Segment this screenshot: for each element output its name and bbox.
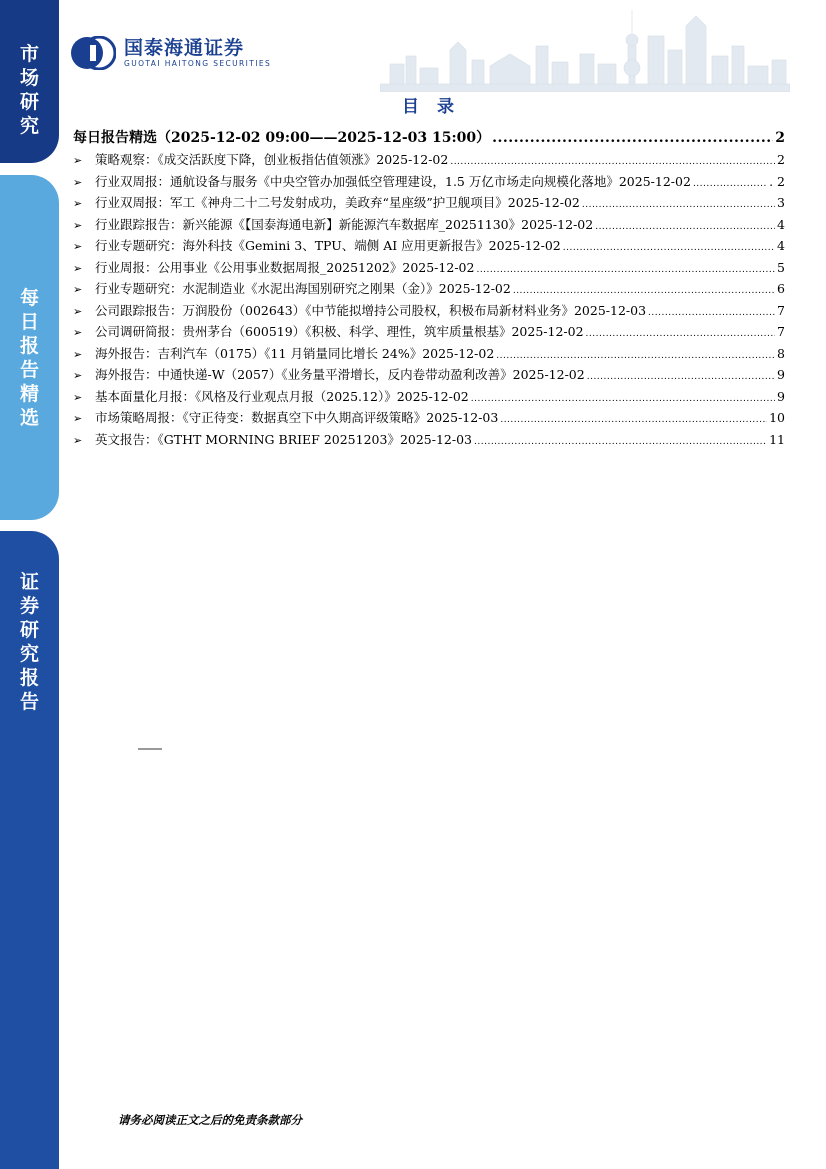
toc-item-title: 基本面量化月报：《风格及行业观点月报（2025.12）》2025-12-02: [95, 388, 469, 404]
toc-item-title: 海外报告：吉利汽车（0175）《11 月销量同比增长 24%》2025-12-02: [95, 345, 495, 361]
side-label-char: 证: [19, 571, 39, 593]
dot-leader: [474, 432, 767, 454]
toc-item-page: 2: [777, 152, 785, 167]
toc-item[interactable]: [73, 149, 785, 171]
toc-item[interactable]: [73, 300, 785, 322]
dot-leader: [595, 217, 775, 239]
toc-item[interactable]: [73, 321, 785, 343]
dot-leader: [586, 324, 776, 346]
toc-item-page: 7: [777, 302, 785, 318]
side-label-market-research: [0, 42, 59, 138]
toc-item-page: 8: [777, 345, 785, 361]
toc-item-page: 9: [777, 367, 785, 382]
side-label-char: 报: [19, 667, 39, 689]
toc-item-title: 行业周报：公用事业《公用事业数据周报_20251202》2025-12-02: [95, 259, 475, 275]
side-label-char: 券: [19, 595, 39, 617]
toc-item[interactable]: [73, 278, 785, 300]
side-label-daily-selection: [0, 286, 59, 430]
bullet-arrow-icon: ➢: [73, 261, 83, 275]
disclaimer-footer: 请务必阅读正文之后的免责条款部分: [118, 1113, 302, 1127]
side-label-char: 告: [19, 691, 39, 713]
toc-heading-page: 2: [775, 130, 785, 146]
toc-item-page: 4: [777, 216, 785, 232]
dot-leader: [476, 260, 775, 282]
toc-item-page: . 2: [769, 173, 785, 189]
side-label-char: 精: [19, 383, 39, 405]
toc-item-page: 3: [777, 195, 785, 210]
toc-item[interactable]: [73, 386, 785, 408]
dot-leader: [587, 367, 775, 389]
toc-item[interactable]: [73, 235, 785, 257]
toc-item-page: 7: [777, 324, 785, 339]
bullet-arrow-icon: ➢: [73, 326, 83, 339]
brand-logo: [70, 36, 271, 70]
toc-item-page: 5: [777, 259, 785, 275]
side-label-securities-report: [0, 570, 59, 714]
toc-title: 目 录: [402, 97, 460, 117]
toc-item[interactable]: [73, 429, 785, 451]
dot-leader: [492, 127, 773, 149]
side-label-char: 市: [19, 43, 39, 65]
side-label-char: 日: [19, 311, 39, 333]
toc-item-title: 公司跟踪报告：万润股份（002643）《中节能拟增持公司股权，积极布局新材料业务》2025-12-03: [95, 302, 647, 318]
dot-leader: [471, 389, 775, 411]
side-label-char: 究: [19, 115, 39, 137]
dot-leader: [582, 195, 775, 217]
toc-item-page: 10: [769, 410, 785, 425]
toc-item-title: 行业专题研究：海外科技《Gemini 3、TPU、端侧 AI 应用更新报告》2025-12-02: [95, 238, 561, 253]
brand-name-en: GUOTAI HAITONG SECURITIES: [124, 59, 272, 68]
table-of-contents: [73, 127, 785, 450]
toc-item[interactable]: [73, 343, 785, 365]
brand-logo-icon: [70, 36, 116, 70]
bullet-arrow-icon: ➢: [73, 218, 83, 232]
bullet-arrow-icon: ➢: [73, 197, 83, 210]
side-label-char: 场: [19, 67, 39, 89]
city-skyline-graphic: [380, 6, 790, 92]
side-label-char: 究: [19, 643, 39, 665]
bullet-arrow-icon: ➢: [73, 175, 83, 189]
bullet-arrow-icon: ➢: [73, 369, 83, 382]
toc-item-title: 行业跟踪报告：新兴能源《【国泰海通电新】新能源汽车数据库_20251130》2025-12-02: [95, 216, 594, 232]
toc-item-title: 市场策略周报：《守正待变：数据真空下中久期高评级策略》2025-12-03: [95, 410, 499, 425]
toc-item-title: 公司调研简报：贵州茅台（600519）《积极、科学、理性，筑牢质量根基》2025-12-02: [95, 324, 584, 339]
toc-item[interactable]: [73, 214, 785, 236]
toc-item[interactable]: [73, 257, 785, 279]
small-mark: [138, 748, 162, 750]
bullet-arrow-icon: ➢: [73, 154, 83, 167]
side-label-char: 研: [19, 91, 39, 113]
toc-item[interactable]: [73, 364, 785, 386]
dot-leader: [648, 303, 775, 325]
bullet-arrow-icon: ➢: [73, 283, 83, 296]
bullet-arrow-icon: ➢: [73, 412, 83, 425]
toc-item-title: 英文报告：《GTHT MORNING BRIEF 20251203》2025-12-03: [95, 431, 473, 447]
toc-item[interactable]: [73, 192, 785, 214]
side-label-char: 研: [19, 619, 39, 641]
toc-item-title: 行业专题研究：水泥制造业《水泥出海国别研究之刚果（金）》2025-12-02: [95, 281, 511, 296]
side-label-char: 选: [19, 407, 39, 429]
dot-leader: [693, 174, 767, 196]
toc-heading-row[interactable]: [73, 127, 785, 149]
bullet-arrow-icon: ➢: [73, 347, 83, 361]
toc-item-page: 6: [777, 281, 785, 296]
toc-item-page: 11: [769, 431, 785, 447]
side-label-char: 告: [19, 359, 39, 381]
toc-item[interactable]: [73, 407, 785, 429]
bullet-arrow-icon: ➢: [73, 240, 83, 253]
toc-heading-title: 每日报告精选（2025-12-02 09:00——2025-12-03 15:00）: [73, 130, 491, 146]
bullet-arrow-icon: ➢: [73, 390, 83, 404]
dot-leader: [563, 238, 775, 260]
brand-name-cn: 国泰海通证券: [124, 37, 245, 59]
toc-item-title: 行业双周报：通航设备与服务《中央空管办加强低空管理建设，1.5 万亿市场走向规模化落地》2025-12-02: [95, 173, 691, 189]
toc-item[interactable]: [73, 171, 785, 193]
side-label-char: 报: [19, 335, 39, 357]
bullet-arrow-icon: ➢: [73, 433, 83, 447]
toc-item-page: 9: [777, 388, 785, 404]
toc-item-title: 行业双周报：军工《神舟二十二号发射成功，美政弃“星座级”护卫舰项目》2025-12-02: [95, 195, 580, 210]
toc-item-title: 策略观察：《成交活跃度下降，创业板指估值领涨》2025-12-02: [95, 152, 449, 167]
side-label-char: 每: [19, 287, 39, 309]
dot-leader: [500, 410, 767, 432]
bullet-arrow-icon: ➢: [73, 304, 83, 318]
toc-item-page: 4: [777, 238, 785, 253]
toc-item-title: 海外报告：中通快递-W（2057）《业务量平滑增长，反内卷带动盈利改善》2025-12-02: [95, 367, 585, 382]
